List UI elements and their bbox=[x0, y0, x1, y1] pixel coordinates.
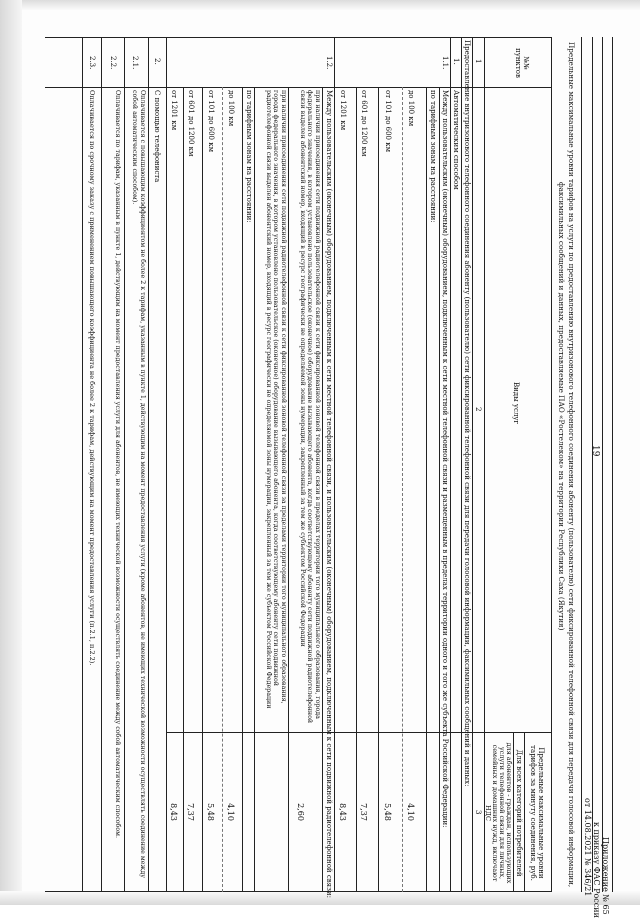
header-max-levels: Предельные максимальные уровни тарифов за минуту соединения, руб. bbox=[529, 745, 545, 881]
row-text: Оплачивается с повышающим коэффициентом не более 2 к тарифам, указанным в пункте 1, действующим на момент предоставления услуги (кроме абонентов, не имеющих технической возможности осуществлять соединение между собой автоматическим способом). bbox=[131, 90, 146, 878]
header-services: Виды услуг bbox=[512, 382, 520, 425]
rule bbox=[450, 37, 451, 892]
rule bbox=[581, 37, 582, 892]
row-value: 4,10 bbox=[406, 803, 415, 821]
header-all-categories: Для всех категорий потребителей bbox=[515, 749, 523, 877]
dashed-rule bbox=[222, 87, 223, 892]
rule bbox=[461, 37, 462, 892]
row-value: 2,60 bbox=[296, 803, 305, 821]
table-border-top bbox=[551, 37, 552, 892]
row-text: от 1201 км bbox=[170, 90, 178, 131]
scan-top-edge bbox=[0, 0, 640, 10]
table-border-right bbox=[45, 891, 552, 892]
row-text: Между пользовательским (оконечным) оборудованием, подключенным к сети местной телефонной связи, и пользовательским (оконечным) оборудованием, подключенным к сети подвижной радиотелефонной связи: bbox=[325, 90, 333, 898]
rule bbox=[148, 37, 149, 892]
row-text: при наличии присоединения сети подвижной радиотелефонной связи к сети фиксированной зоновой телефонной связи в пределах территории того муниципального образования, города федерального значения, в котором установлено пользовательское (оконечное) оборудование вызывающего абонента, когда соответствующему абоненту сети подвижной радиотелефонной связи выделен абонентский номер, входящий в ресурс географически не определяемой зоны нумерации, закрепленный за тем же субъектом Российской Федерации bbox=[299, 90, 321, 724]
row-value: 8,43 bbox=[169, 803, 178, 821]
row-num: 2.2. bbox=[109, 56, 117, 70]
row-num: 1.2. bbox=[325, 56, 333, 70]
col-divider-1 bbox=[167, 87, 552, 88]
row-value: 7,37 bbox=[186, 803, 195, 821]
col-divider-2 bbox=[167, 732, 552, 733]
rule bbox=[288, 87, 289, 892]
rule bbox=[202, 87, 203, 892]
header-col-2: 2 bbox=[474, 407, 482, 412]
rule bbox=[254, 87, 255, 892]
dashed-rule bbox=[402, 87, 403, 892]
row-text: Оплачивается по тарифам, указанным в пункте 1, действующим на момент предоставления услуги для абонентов, не имеющих технической возможности осуществлять соединение между собой автоматическим способом. bbox=[114, 90, 121, 838]
rule bbox=[592, 37, 593, 892]
rule bbox=[101, 37, 102, 892]
row-num: 1. bbox=[452, 58, 460, 65]
rule bbox=[183, 87, 184, 892]
header-num: №№ пунктов bbox=[514, 48, 530, 78]
row-text: С помощью телефониста bbox=[153, 90, 161, 183]
row-text: по тарифным зонам на расстоянии: bbox=[429, 90, 437, 223]
rule bbox=[334, 37, 335, 892]
header-col-3: 3 bbox=[474, 810, 482, 815]
appendix-line-2: к приказу ФАС России bbox=[592, 822, 601, 918]
table-border-left bbox=[45, 37, 552, 38]
rule bbox=[322, 87, 323, 892]
row-text: от 601 до 1200 км bbox=[360, 90, 368, 157]
scan-left-edge bbox=[0, 0, 22, 905]
row-value: 7,37 bbox=[359, 803, 368, 821]
row-text: от 601 до 1200 км bbox=[187, 90, 195, 157]
row-text: от 101 до 600 км bbox=[207, 90, 215, 153]
rule bbox=[356, 87, 357, 892]
row-text: Оплачивается по срочному заказу с применением повышающего коэффициента не более 2 к тарифам, действующим на момент предоставления услуги (п.2.1, п.2.2). bbox=[88, 90, 96, 666]
page-number: 19 bbox=[590, 445, 600, 457]
row-text: Автоматическим способом bbox=[452, 90, 460, 190]
header-sub-rule bbox=[524, 732, 525, 892]
title-line-2: факсимильных сообщений и данных, предоставляемые ПАО «Ростелеком» на территории Республики Саха (Якутия) bbox=[557, 182, 566, 631]
row-text: от 101 до 600 км bbox=[384, 90, 392, 153]
rule bbox=[378, 87, 379, 892]
row-text: Между пользовательским (оконечным) оборудованием, подключенным к сети местной телефонной связи и размещенным в пределах территории одного и того же субъекта Российской Федерации: bbox=[441, 90, 449, 828]
rule bbox=[426, 87, 427, 892]
title-line-1: Предельные максимальные уровни тарифов на услуги по предоставлению внутризонового телефонного соединения абоненту (пользователю) сети фиксированной телефонной связи для передачи голосовой информации, bbox=[567, 42, 576, 888]
rule bbox=[439, 87, 440, 892]
appendix-line-1: Приложение № 65 bbox=[601, 837, 610, 915]
row-text: от 1201 км bbox=[339, 90, 347, 131]
rule bbox=[166, 37, 167, 892]
rule bbox=[602, 37, 603, 892]
row-text: по тарифным зонам на расстоянии: bbox=[245, 90, 253, 223]
row-value: 5,48 bbox=[206, 803, 215, 821]
row-num: 2. bbox=[153, 58, 161, 65]
rule bbox=[124, 37, 125, 892]
row-text: до 100 км bbox=[407, 90, 415, 127]
row-num: 2.1. bbox=[131, 56, 139, 70]
scan-bottom-edge bbox=[0, 891, 640, 905]
header-col-1: 1 bbox=[474, 59, 482, 64]
row-value: 4,10 bbox=[226, 803, 235, 821]
row-value: 8,43 bbox=[338, 803, 347, 821]
appendix-line-3: от 14.08.2021 № 346/21 bbox=[583, 798, 592, 897]
row-num: 2.3. bbox=[88, 56, 96, 70]
numbering-rule bbox=[472, 37, 473, 892]
row-value: 5,48 bbox=[383, 803, 392, 821]
header-sub-rule bbox=[513, 732, 514, 892]
rule bbox=[242, 87, 243, 892]
rotated-document bbox=[45, 12, 615, 918]
section-header: Предоставление внутризонового телефонного соединения абоненту (пользователю) сети фиксированной телефонной связи для передачи голосовой информации, факсимильных сообщений и данных: bbox=[463, 40, 471, 787]
rule bbox=[82, 37, 83, 892]
row-text: до 100 км bbox=[227, 90, 235, 127]
header-citizens: для абонентов - граждан, использующих услуги телефонной связи для личных, семейных и домашних нужд, включают НДС bbox=[484, 742, 513, 884]
row-num: 1.1. bbox=[441, 56, 449, 70]
row-text: при наличии присоединения сети подвижной радиотелефонной связи к сети фиксированной зоновой телефонной связи за пределами территории того муниципального образования, города федерального значения, в котором установлено пользовательское (оконечное) оборудование вызывающего абонента, когда соответствующему абоненту сети подвижной радиотелефонной связи выделен абонентский номер, входящий в ресурс географически не определяемой зоны нумерации, закрепленный за тем же субъектом Российской Федерации bbox=[265, 90, 287, 709]
rule bbox=[612, 37, 613, 892]
